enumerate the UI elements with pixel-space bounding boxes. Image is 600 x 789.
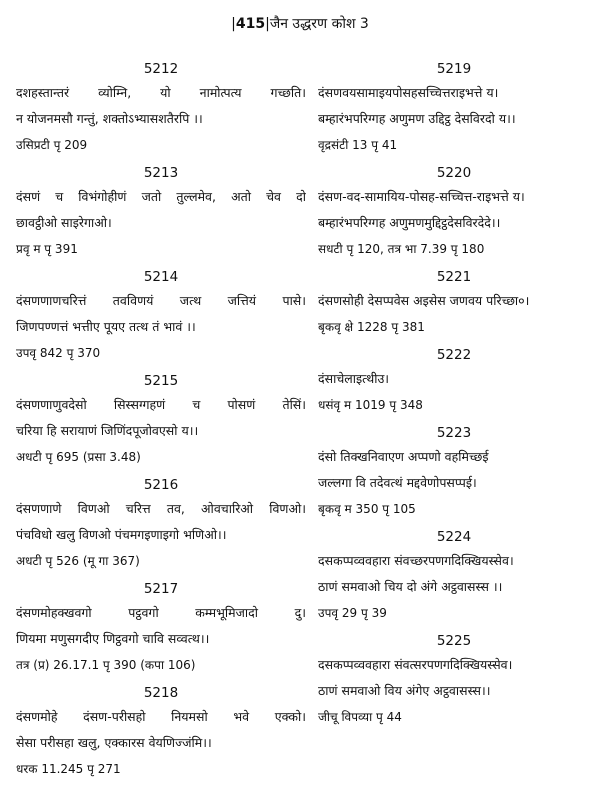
entry-5219: [318, 58, 590, 158]
book-title: जैन उद्धरण कोश 3: [269, 16, 369, 32]
entry-number: 5219: [436, 61, 472, 77]
verse-line: न योजनमसौ गन्तुं, शक्तोऽभ्यासशतैरपि ।।: [16, 111, 203, 126]
header-separator-left: |: [231, 16, 236, 32]
source-reference: जीचू विपव्या पृ 44: [318, 710, 402, 724]
entry-5216: [16, 474, 306, 574]
source-reference: सधटी पृ 120, तत्र भा 7.39 पृ 180: [318, 242, 485, 256]
source-reference: धसंवृ म 1019 पृ 348: [318, 398, 423, 412]
entry-5220: [318, 162, 590, 262]
entry-5218: [16, 682, 306, 782]
entry-number: 5217: [143, 581, 179, 597]
verse-line: दसकप्पव्ववहारा संवत्सरपणगदिक्खियस्सेव।: [318, 657, 513, 672]
entry-number: 5212: [143, 61, 179, 77]
entry-5214: [16, 266, 306, 366]
entry-5217: [16, 578, 306, 678]
verse-line: बम्हारंभपरिग्गह अणुमणमुद्दिट्ठदेसविरदेदे।।: [318, 215, 501, 230]
verse-line: दसकप्पव्ववहारा संवच्छरपणगदिक्खियस्सेव।: [318, 553, 514, 568]
verse-line: जिणपण्णत्तं भत्तीए पूयए तत्थ तं भावं ।।: [16, 319, 196, 334]
entry-number: 5225: [436, 633, 472, 649]
source-reference: उपवृ 29 पृ 39: [318, 606, 387, 620]
source-reference: वृद्रसंटी 13 पृ 41: [318, 138, 398, 152]
page-number: 415: [235, 16, 266, 32]
verse-line: दंसणमोहे दंसण-परीसहो नियमसो भवे एक्को।: [16, 709, 306, 724]
source-reference: बृकवृ म 350 पृ 105: [318, 502, 416, 516]
verse-line: बम्हारंभपरिग्गह अणुमण उद्दिट्ठ देसविरदो य।।: [318, 111, 516, 126]
entry-5213: [16, 162, 306, 262]
verse-line: ठाणं समवाओ चिय दो अंगे अट्ठवासस्स ।।: [318, 579, 503, 594]
left-column: [16, 58, 306, 786]
entry-number: 5223: [436, 425, 472, 441]
source-reference: अधटी पृ 526 (मू गा 367): [16, 554, 140, 568]
verse-line: चरिया हि सरायाणं जिणिंदपूजोवएसो य।।: [16, 423, 199, 438]
entry-5212: [16, 58, 306, 158]
verse-line: छावट्ठीओ साइरेगाओ।: [16, 215, 112, 230]
entry-number: 5222: [436, 347, 472, 363]
entry-number: 5216: [143, 477, 179, 493]
right-column: [318, 58, 590, 734]
source-reference: उसिप्रटी पृ 209: [16, 138, 88, 152]
verse-line: णियमा मणुसगदीए णिट्ठवगो चावि सव्वत्थ।।: [16, 631, 210, 646]
verse-line: दंसाचेलाइत्थीउ।: [318, 371, 390, 386]
entry-5215: [16, 370, 306, 470]
entry-number: 5213: [143, 165, 179, 181]
source-reference: बृकवृ क्षे 1228 पृ 381: [318, 320, 425, 334]
verse-line: जल्लगा वि तदेवत्थं मद्दवेणोपसप्पई।: [318, 475, 477, 490]
source-reference: अधटी पृ 695 (प्रसा 3.48): [16, 450, 141, 464]
header-separator-right: |: [265, 16, 270, 32]
verse-line: दंसण-वद-सामायिय-पोसह-सच्चित्त-राइभत्ते य।: [318, 189, 525, 204]
entry-5224: [318, 526, 590, 626]
verse-line: पंचविधो खलु विणओ पंचमगइणाइगो भणिओ।।: [16, 527, 227, 542]
verse-line: दंसणसोही देसप्पवेस अइसेस जणवय परिच्छा०।: [318, 293, 530, 308]
source-reference: प्रवृ म पृ 391: [16, 242, 78, 256]
entry-number: 5214: [143, 269, 179, 285]
entry-5221: [318, 266, 590, 340]
entry-5223: [318, 422, 590, 522]
verse-line: ठाणं समवाओ विय अंगेए अट्ठवासस्स।।: [318, 683, 491, 698]
source-reference: तत्र (प्र) 26.17.1 पृ 390 (कपा 106): [16, 658, 196, 672]
entry-5225: [318, 630, 590, 730]
page-header: [0, 14, 600, 33]
entry-number: 5215: [143, 373, 179, 389]
verse-line: दंसणमोहक्खवगो पट्ठवगो कम्मभूमिजादो दु।: [16, 605, 306, 620]
verse-line: दशहस्तान्तरं व्योम्नि, यो नामोत्पत्य गच्छति।: [16, 85, 306, 100]
verse-line: सेसा परीसहा खलु, एक्कारस वेयणिज्जंमि।।: [16, 735, 212, 750]
verse-line: दंसणणाणे विणओ चरित्त तव, ओवचारिओ विणओ।: [16, 501, 306, 516]
verse-line: दंसणणाणुवदेसो सिस्सग्गहणं च पोसणं तेसिं।: [16, 397, 306, 412]
entry-number: 5220: [436, 165, 472, 181]
source-reference: धरक 11.245 पृ 271: [16, 762, 121, 776]
verse-line: दंसो तिक्खनिवाएण अप्पणो वहमिच्छई: [318, 449, 489, 464]
verse-line: दंसणवयसामाइयपोसहसच्चित्तराइभत्ते य।: [318, 85, 499, 100]
entry-number: 5221: [436, 269, 472, 285]
entry-5222: [318, 344, 590, 418]
verse-line: दंसणं च विभंगोहीणं जतो तुल्लमेव, अतो चेव दो: [16, 189, 306, 204]
source-reference: उपवृ 842 पृ 370: [16, 346, 101, 360]
entry-number: 5218: [143, 685, 179, 701]
entry-number: 5224: [436, 529, 472, 545]
verse-line: दंसणणाणचरित्तं तवविणयं जत्थ जत्तियं पासे।: [16, 293, 306, 308]
